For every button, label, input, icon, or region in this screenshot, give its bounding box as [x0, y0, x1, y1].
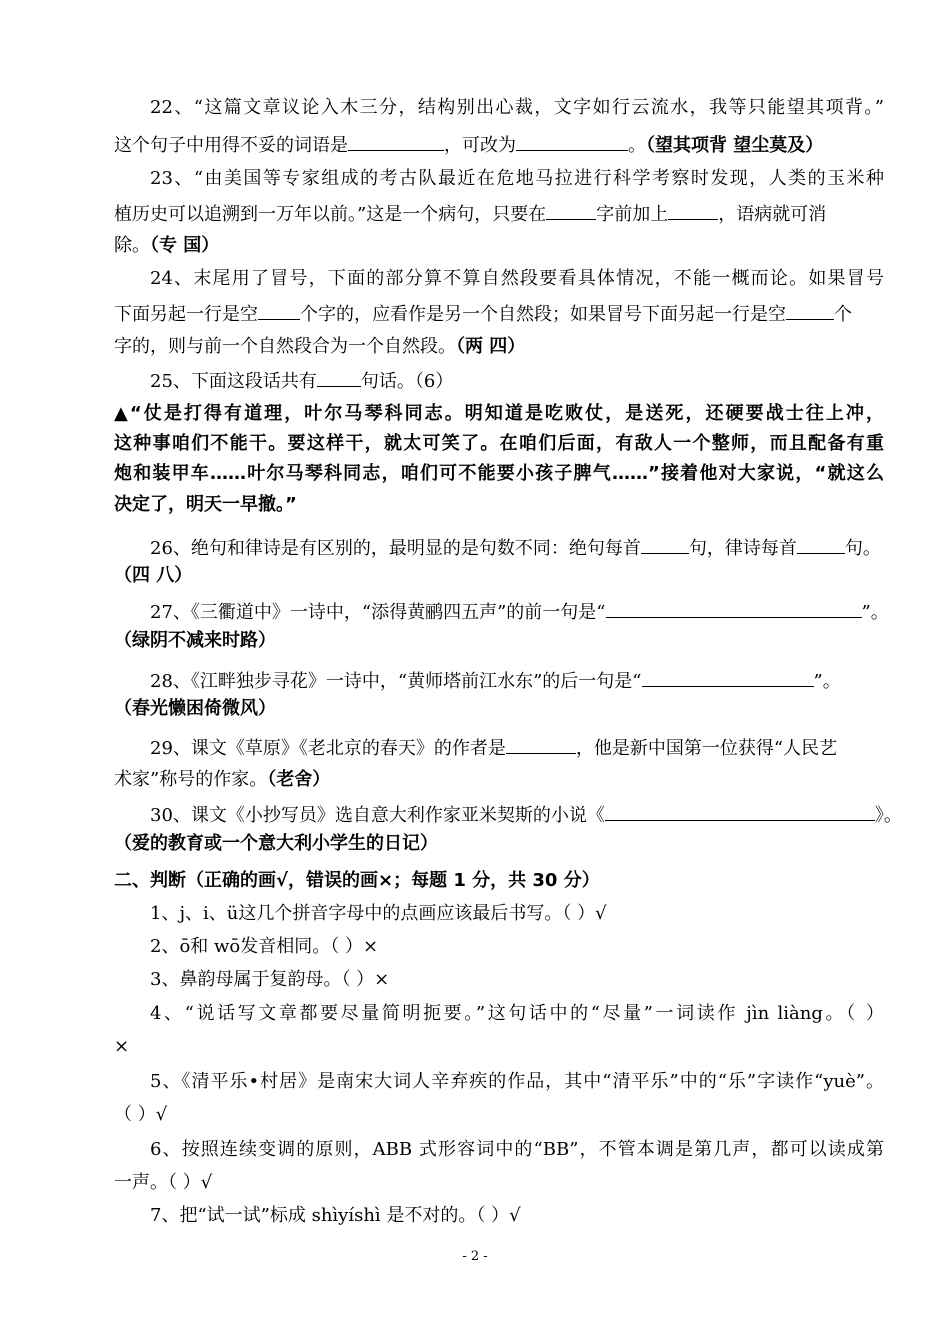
- judge-item-5: 5、《清平乐•村居》是南宋大词人辛弃疾的作品，其中“清平乐”中的“乐”字读作“yuè”。: [150, 1071, 884, 1092]
- q24-line-3: 字的，则与前一个自然段合为一个自然段。（两 四）: [114, 336, 526, 357]
- blank-field[interactable]: [668, 202, 718, 220]
- blank-field[interactable]: [641, 536, 689, 554]
- blank-field[interactable]: [348, 133, 444, 151]
- answer: （望其项背 望尘莫及）: [646, 135, 824, 156]
- q25-passage-line-4: 决定了，明天一早撤。”: [114, 494, 297, 515]
- answer: （老舍）: [267, 769, 331, 790]
- q25-line-1: 25、下面这段话共有 句话。（6）: [150, 371, 454, 392]
- q29-line-2: 术家”称号的作家。（老舍）: [114, 769, 331, 790]
- q23-line-3: 除。（专 国）: [114, 235, 220, 256]
- blank-field[interactable]: [797, 536, 845, 554]
- answer: （专 国）: [150, 235, 220, 256]
- q27-line-1: 27、《三衢道中》一诗中，“添得黄鹂四五声”的前一句是“ ”。: [150, 602, 889, 623]
- judge-item-3: 3、鼻韵母属于复韵母。（ ）×: [150, 969, 390, 990]
- q28-line-1: 28、《江畔独步寻花》一诗中，“黄师塔前江水东”的后一句是“ ”。: [150, 671, 841, 692]
- judge-item-4: 4、“说话写文章都要尽量简明扼要。”这句话中的“尽量”一词读作 jìn liàng。（ ）: [150, 1003, 884, 1024]
- judge-item-7: 7、把“试一试”标成 shìyíshì 是不对的。（ ）√: [150, 1205, 521, 1226]
- q30-line-1: 30、课文《小抄写员》选自意大利作家亚米契斯的小说《 》。: [150, 805, 902, 826]
- q24-line-1: 24、末尾用了冒号，下面的部分算不算自然段要看具体情况，不能一概而论。如果冒号: [150, 268, 884, 289]
- q25-passage-line-3: 炮和装甲车……叶尔马琴科同志，咱们可不能要小孩子脾气……”接着他对大家说，“就这么: [114, 463, 884, 484]
- judge-item-6: 6、按照连续变调的原则，ABB 式形容词中的“BB”，不管本调是第几声，都可以读成第: [150, 1139, 884, 1160]
- q25-passage-line-2: 这种事咱们不能干。要这样干，就太可笑了。在咱们后面，有敌人一个整师，而且配备有重: [114, 433, 884, 454]
- q27-answer: （绿阴不减来时路）: [114, 630, 276, 651]
- q23-line-2: 植历史可以追溯到一万年以前。”这是一个病句，只要在 字前加上 ，语病就可消: [114, 204, 827, 225]
- blank-field[interactable]: [786, 302, 834, 320]
- blank-field[interactable]: [506, 736, 576, 754]
- section-heading: 二、判断（正确的画√，错误的画×；每题 1 分，共 30 分）: [114, 870, 600, 891]
- q26-answer: （四 八）: [114, 565, 193, 586]
- q22-line-1: 22、“这篇文章议论入木三分，结构别出心裁，文字如行云流水，我等只能望其项背。”: [150, 97, 884, 118]
- answer: （两 四）: [456, 336, 526, 357]
- blank-field[interactable]: [606, 600, 862, 618]
- blank-field[interactable]: [642, 669, 814, 687]
- blank-field[interactable]: [516, 133, 628, 151]
- judge-item-5-mark: （ ）√: [114, 1104, 168, 1125]
- q28-answer: （春光懒困倚微风）: [114, 698, 276, 719]
- q26-line-1: 26、绝句和律诗是有区别的，最明显的是句数不同：绝句每首 句，律诗每首 句。: [150, 538, 881, 559]
- blank-field[interactable]: [317, 369, 361, 387]
- page-number: - 2 -: [462, 1249, 488, 1264]
- judge-item-1: 1、j、i、ü这几个拼音字母中的点画应该最后书写。（ ）√: [150, 903, 607, 924]
- q30-answer: （爱的教育或一个意大利小学生的日记）: [114, 833, 438, 854]
- judge-item-6-mark: 一声。（ ）√: [114, 1172, 213, 1193]
- blank-field[interactable]: [258, 302, 300, 320]
- q25-passage-line-1: ▲“仗是打得有道理，叶尔马琴科同志。明知道是吃败仗，是送死，还硬要战士往上冲，: [114, 403, 884, 424]
- judge-item-4-mark: ×: [114, 1036, 130, 1057]
- q24-line-2: 下面另起一行是空 个字的，应看作是另一个自然段；如果冒号下面另起一行是空 个: [114, 304, 852, 325]
- blank-field[interactable]: [546, 202, 596, 220]
- q29-line-1: 29、课文《草原》《老北京的春天》的作者是 ，他是新中国第一位获得“人民艺: [150, 738, 838, 759]
- blank-field[interactable]: [605, 803, 875, 821]
- judge-item-2: 2、ō和 wō发音相同。（ ）×: [150, 936, 379, 957]
- q23-line-1: 23、“由美国等专家组成的考古队最近在危地马拉进行科学考察时发现，人类的玉米种: [150, 168, 884, 189]
- q22-line-2: 这个句子中用得不妥的词语是 ，可改为 。（望其项背 望尘莫及）: [114, 135, 824, 156]
